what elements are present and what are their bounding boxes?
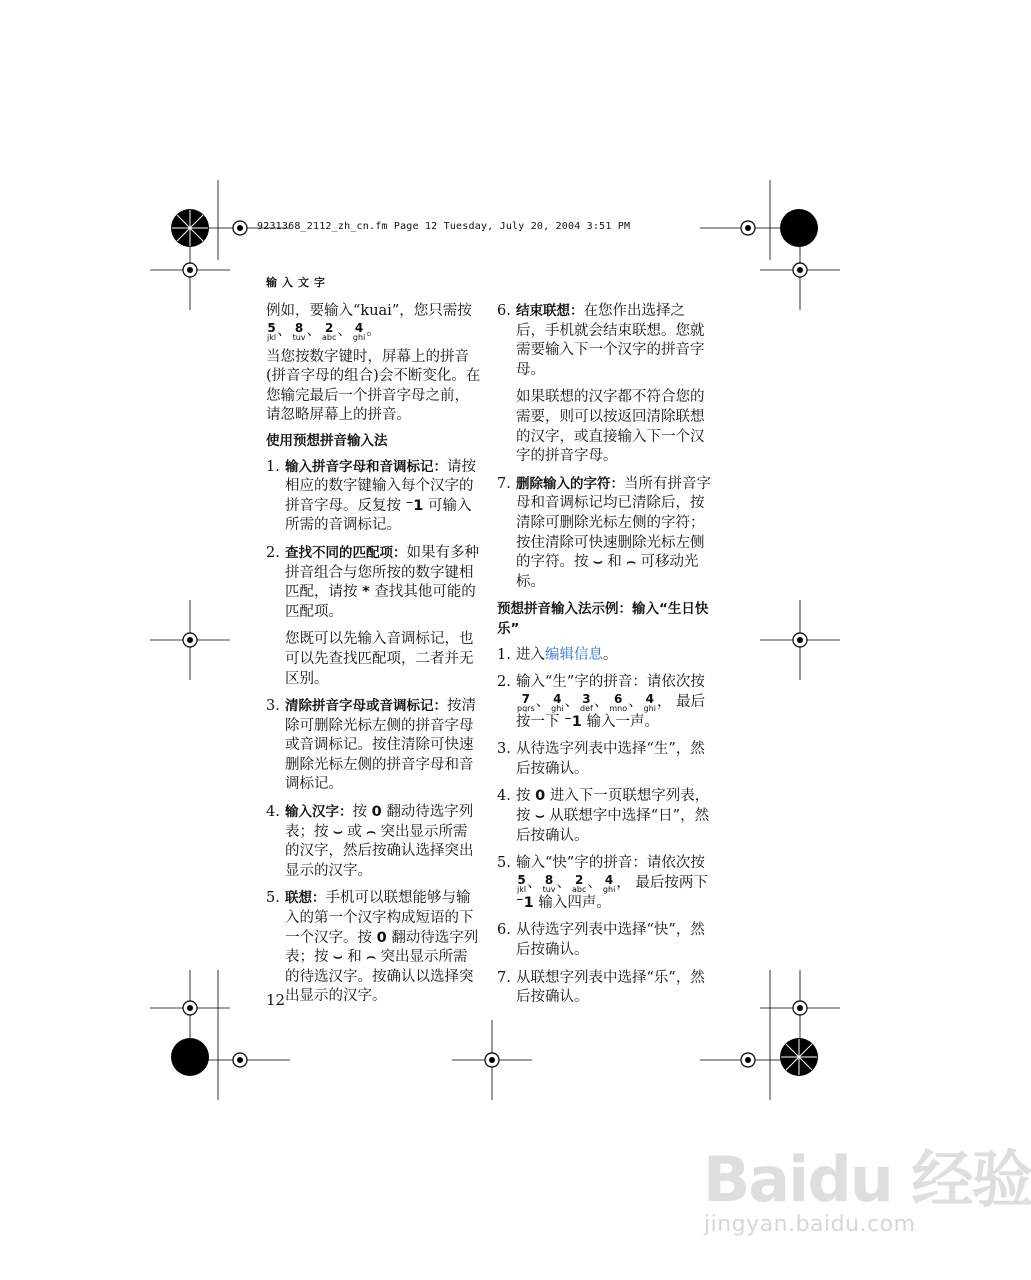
left-column xyxy=(266,302,481,1015)
key-7-icon: 7 pqrs xyxy=(517,691,535,713)
intro-paragraph-2: 当您按数字键时，屏幕上的拼音(拼音字母的组合)会不断变化。在您输完最后一个拼音字母之前，请忽略屏幕上的拼音。 xyxy=(266,348,481,424)
list-item: 3. 清除拼音字母或音调标记：按清除可删除光标左侧的拼音字母或音调标记。按住清除可快速删除光标左侧的拼音字母和音调标记。 xyxy=(266,698,476,793)
key-2-icon: 2 abc xyxy=(322,320,337,342)
scroll-up-icon: ⌢ xyxy=(366,949,376,966)
list-item: 1. 输入拼音字母和音调标记：请按相应的数字键输入每个汉字的拼音字母。反复按 ⁻1 可输入所需的音调标记。 xyxy=(266,458,476,534)
step-item: 6. 从待选字列表中选择“快”，然后按确认。 xyxy=(497,922,705,959)
key-1-icon: ⁻1 xyxy=(564,713,582,730)
scroll-up-icon: ⌢ xyxy=(366,823,376,840)
key-4-icon: 4 ghi xyxy=(551,691,564,713)
list-item: 4. 输入汉字：按 0 翻动待选字列表；按 ⌣ 或 ⌢ 突出显示所需的汉字，然后按确认选择突出显示的汉字。 xyxy=(266,804,474,879)
list-item: 2. 查找不同的匹配项：如果有多种拼音组合与您所按的数字键相匹配，请按 * 查找其他可能的匹配项。 xyxy=(266,544,479,620)
key-5-icon: 5 jkl xyxy=(517,872,527,894)
scroll-down-icon: ⌣ xyxy=(333,949,343,966)
key-8-icon: 8 tuv xyxy=(542,872,556,894)
list-item: 7. 删除输入的字符：当所有拼音字母和音调标记均已清除后，按清除可删除光标左侧的字符；按住清除可快速删除光标左侧的字符。按 ⌣ 和 ⌢ 可移动光标。 xyxy=(497,475,711,590)
key-0-icon: 0 xyxy=(376,929,387,946)
list-item-note: 您既可以先输入音调标记，也可以先查找匹配项，二者并无区别。 xyxy=(285,631,474,687)
step-item: 5. 输入“快”字的拼音：请依次按 5 jkl 、 8 tuv 、 2 abc 、 4 ghi ， 最后按两下 ⁻1 输入四声。 xyxy=(497,855,708,911)
step-item: 1. 进入编辑信息。 xyxy=(497,646,618,663)
key-5-icon: 5 jkl xyxy=(267,320,277,342)
list-item: 6. 结束联想：在您作出选择之后，手机就会结束联想。您就需要输入下一个汉字的拼音字母。 xyxy=(497,303,705,378)
list-item: 5. 联想：手机可以联想能够与输入的第一个汉字构成短语的下一个汉字。按 0 翻动待选字列表；按 ⌣ 和 ⌢ 突出显示所需的待选汉字。按确认以选择突出显示的汉字。 xyxy=(266,890,479,1005)
key-8-icon: 8 tuv xyxy=(292,320,306,342)
key-1-icon: ⁻1 xyxy=(516,894,534,911)
watermark-url: jingyan.baidu.com xyxy=(704,1212,916,1237)
scroll-up-icon: ⌢ xyxy=(626,554,636,571)
key-4-icon: 4 ghi xyxy=(643,691,656,713)
key-3-icon: 3 def xyxy=(580,691,593,713)
right-column xyxy=(497,302,712,1016)
key-4-icon: 4 ghi xyxy=(602,872,616,894)
intro-text: 例如，要输入“kuai”，您只需按 xyxy=(266,303,472,319)
section-heading: 使用预想拼音输入法 xyxy=(266,432,388,449)
step-item: 2. 输入“生”字的拼音：请依次按 7 pqrs 、 4 ghi 、 3 def 、 6 mno 、 4 ghi ， 最后按一下 ⁻1 输入一声。 xyxy=(497,674,706,730)
intro-paragraph: 例如，要输入“kuai”，您只需按 5 jkl 、 8 tuv 、 2 abc 、 4 ghi 。 xyxy=(266,303,472,342)
key-1-icon: ⁻1 xyxy=(405,497,424,514)
scroll-down-icon: ⌣ xyxy=(535,808,545,825)
key-0-icon: 0 xyxy=(371,804,382,821)
key-2-icon: 2 abc xyxy=(572,872,587,894)
key-0-icon: 0 xyxy=(535,788,546,805)
scroll-down-icon: ⌣ xyxy=(333,823,343,840)
key-6-icon: 6 mno xyxy=(609,691,628,713)
file-header-line: 9231368_2112_zh_cn.fm Page 12 Tuesday, July 20, 2004 3:51 PM xyxy=(257,221,631,232)
key-4-icon: 4 ghi xyxy=(352,320,366,342)
page-number: 12 xyxy=(266,991,286,1009)
baidu-watermark-logo: Baidu 经验 xyxy=(703,1143,1031,1216)
step-item: 3. 从待选字列表中选择“生”，然后按确认。 xyxy=(497,741,705,777)
step-item: 4. 按 0 进入下一页联想字列表，按 ⌣ 从联想字中选择“日”，然后按确认。 xyxy=(497,788,710,844)
example-heading: 预想拼音输入法示例：输入“生日快乐” xyxy=(497,601,709,637)
section-title: 输入文字 xyxy=(266,276,330,289)
step-item: 7. 从联想字列表中选择“乐”，然后按确认。 xyxy=(497,969,705,1006)
edit-message-link[interactable]: 编辑信息 xyxy=(545,646,603,663)
scroll-down-icon: ⌣ xyxy=(593,554,603,571)
star-key-icon: * xyxy=(362,584,370,601)
list-item-note: 如果联想的汉字都不符合您的需要，则可以按返回清除联想的汉字，或直接输入下一个汉字的拼音字母。 xyxy=(516,389,705,465)
